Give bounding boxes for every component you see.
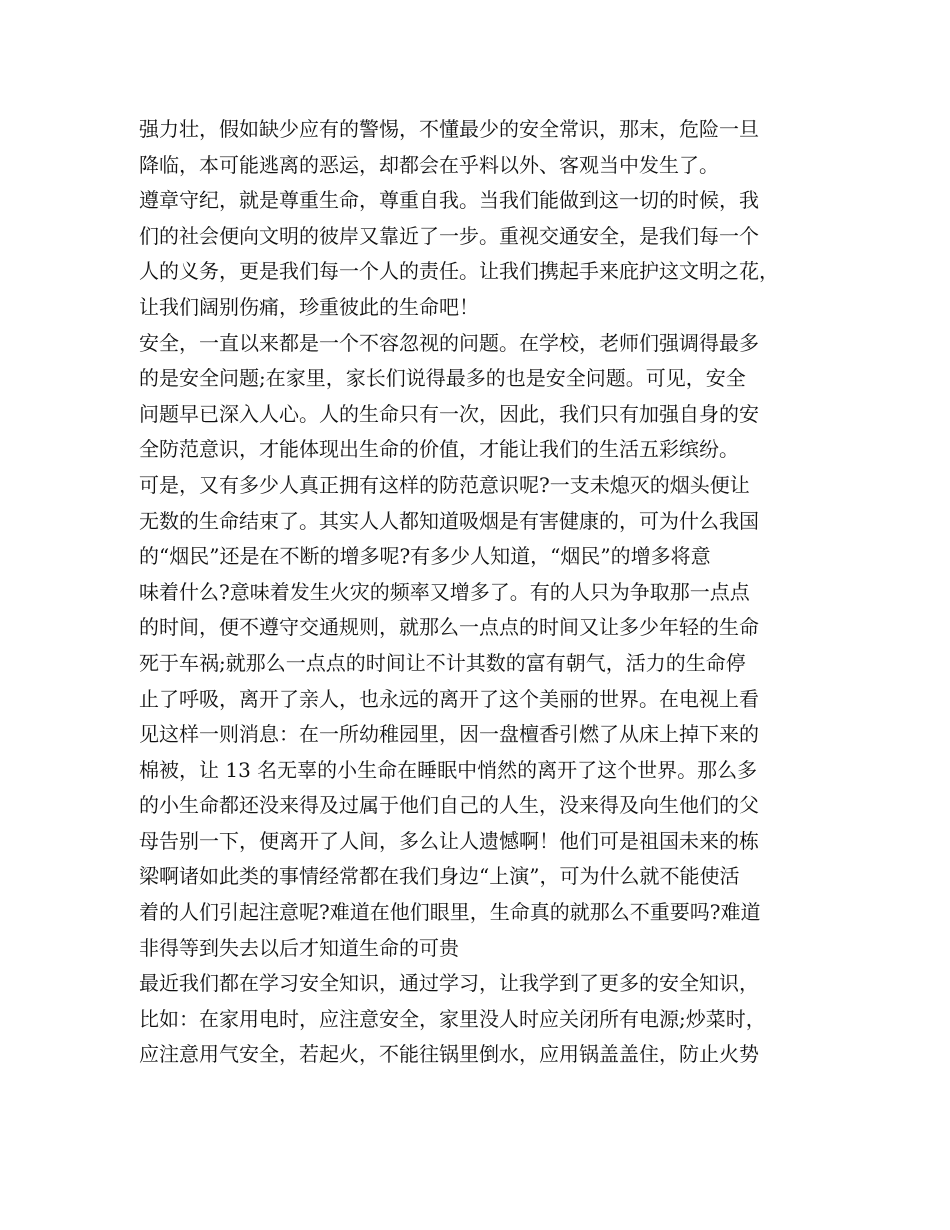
text-line: 比如：在家用电时，应注意安全，家里没人时应关闭所有电源;炒菜时，	[139, 1006, 766, 1031]
text-line: 的小生命都还没来得及过属于他们自己的人生，没来得及向生他们的父	[139, 793, 759, 818]
text-line: 棉被，让 13 名无辜的小生命在睡眠中悄然的离开了这个世界。那么多	[139, 757, 758, 782]
text-line: 让我们阔别伤痛，珍重彼此的生命吧！	[139, 294, 479, 319]
text-line: 应注意用气安全，若起火，不能往锅里倒水，应用锅盖盖住，防止火势	[139, 1042, 759, 1067]
text-line: 降临，本可能逃离的恶运，却都会在乎料以外、客观当中发生了。	[139, 152, 719, 177]
text-line: 无数的生命结束了。其实人人都知道吸烟是有害健康的，可为什么我国	[139, 508, 759, 533]
text-line: 的是安全问题;在家里，家长们说得最多的也是安全问题。可见，安全	[139, 366, 746, 391]
body-text	[139, 112, 829, 1073]
text-line: 最近我们都在学习安全知识，通过学习，让我学到了更多的安全知识，	[139, 971, 759, 996]
text-line: 见这样一则消息：在一所幼稚园里，因一盘檀香引燃了从床上掉下来的	[139, 722, 759, 747]
text-line: 们的社会便向文明的彼岸又靠近了一步。重视交通安全，是我们每一个	[139, 223, 759, 248]
text-line: 止了呼吸，离开了亲人，也永远的离开了这个美丽的世界。在电视上看	[139, 686, 759, 711]
text-line: 母告别一下，便离开了人间，多么让人遗憾啊！他们可是祖国未来的栋	[139, 828, 759, 853]
text-line: 安全，一直以来都是一个不容忽视的问题。在学校，老师们强调得最多	[139, 330, 759, 355]
text-line: 的时间，便不遵守交通规则，就那么一点点的时间又让多少年轻的生命	[139, 615, 759, 640]
text-line: 味着什么?意味着发生火灾的频率又增多了。有的人只为争取那一点点	[139, 579, 750, 604]
text-line: 梁啊诸如此类的事情经常都在我们身边“上演”，可为什么就不能使活	[139, 864, 740, 889]
text-line: 遵章守纪，就是尊重生命，尊重自我。当我们能做到这一切的时候，我	[139, 188, 759, 213]
text-line: 人的义务，更是我们每一个人的责任。让我们携起手来庇护这文明之花，	[139, 259, 779, 284]
text-line: 的“烟民”还是在不断的增多呢?有多少人知道，“烟民”的增多将意	[139, 544, 711, 569]
text-line: 全防范意识，才能体现出生命的价值，才能让我们的生活五彩缤纷。	[139, 437, 739, 462]
text-line: 死于车祸;就那么一点点的时间让不计其数的富有朝气，活力的生命停	[139, 650, 746, 675]
text-line: 强力壮，假如缺少应有的警惕，不懂最少的安全常识，那末，危险一旦	[139, 117, 759, 141]
text-line: 非得等到失去以后才知道生命的可贵	[139, 935, 459, 960]
text-line: 问题早已深入人心。人的生命只有一次，因此，我们只有加强自身的安	[139, 401, 759, 426]
text-line: 着的人们引起注意呢?难道在他们眼里，生命真的就那么不重要吗?难道	[139, 900, 761, 925]
text-line: 可是，又有多少人真正拥有这样的防范意识呢?一支未熄灭的烟头便让	[139, 472, 750, 497]
